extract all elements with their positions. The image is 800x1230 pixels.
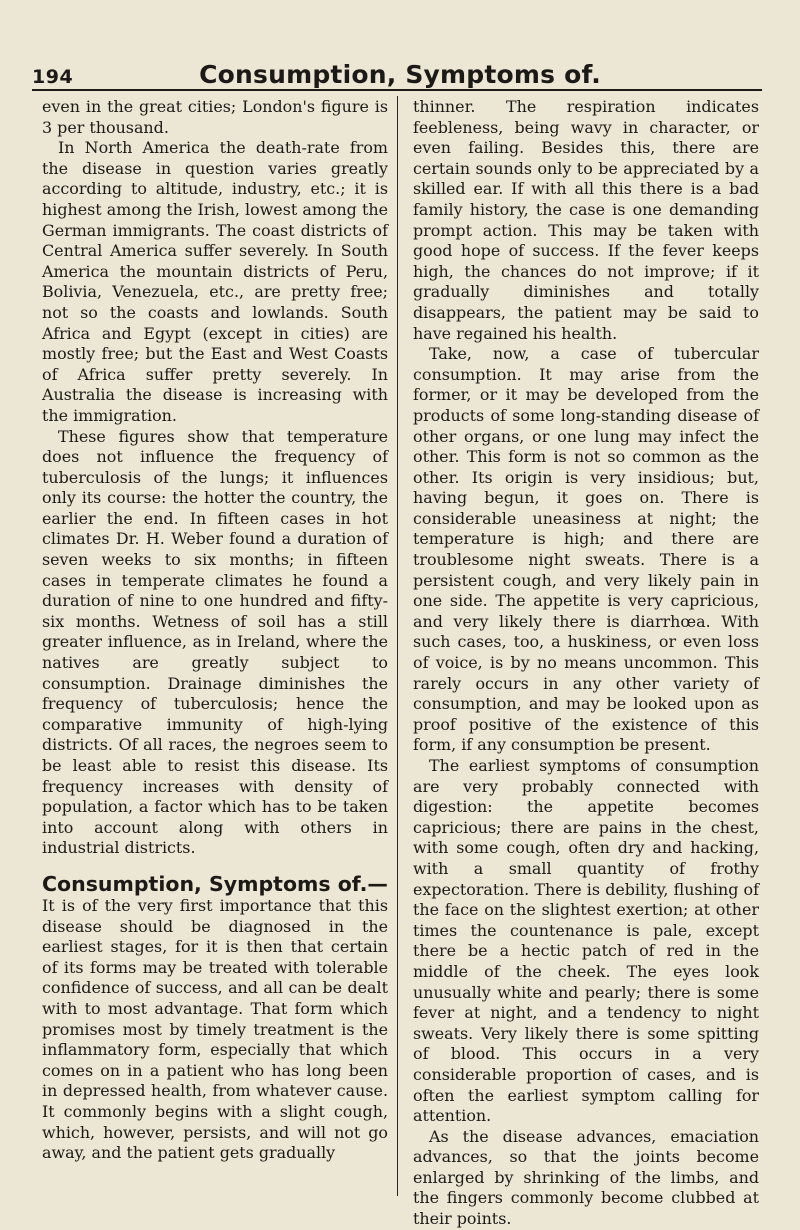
paragraph: Take, now, a case of tubercular consumption. It may arise from the former, or it may be developed from the products of some long-standing disease of other organs, or one lung may infect the other. This form is not so common as the other. Its origin is very insidious; but, having begun, it goes on. There is considerable uneasiness at night; the temperature is high; and there are troublesome night sweats. There is a persistent cough, and very likely pain in one side. The appetite is very capricious, and very likely there is diarrhœa. With such cases, too, a huskiness, or even loss of voice, is by no means uncommon. This rarely occurs in any other variety of consumption, and may be looked upon as proof positive of the existence of this form, if any consumption be present. [413, 344, 759, 755]
running-title: Consumption, Symptoms of. [199, 60, 601, 89]
paragraph: These figures show that temperature does not influence the frequency of tuberculosis of the lungs; it influences only its course: the hotter the country, the earlier the end. In fifteen cases in hot climates Dr. H. Weber found a duration of seven weeks to six months; in fifteen cases in temperate climates he found a duration of nine to one hundred and fifty-six months. Wetness of soil has a still greater influence, as in Ireland, where the natives are greatly subject to consumption. Drainage diminishes the frequency of tuberculosis; hence the comparative immunity of high-lying districts. Of all races, the negroes seem to be least able to resist this disease. Its frequency increases with density of population, a factor which has to be taken into account along with others in industrial districts. [42, 426, 388, 858]
left-column [42, 97, 388, 1197]
right-column [413, 97, 759, 1229]
column-divider [397, 96, 398, 1196]
header-rule [32, 89, 762, 91]
paragraph: even in the great cities; London's figure is 3 per thousand. [42, 97, 388, 137]
paragraph: thinner. The respiration indicates feebleness, being wavy in character, or even failing. Besides this, there are certain sounds only to be appreciated by a skilled ear. If with all this there is a bad family history, the case is one demanding prompt action. This may be taken with good hope of success. If the fever keeps high, the chances do not improve; if it gradually diminishes and totally disappears, the patient may be said to have regained his health. [413, 97, 759, 343]
paragraph: As the disease advances, emaciation advances, so that the joints become enlarged by shrinking of the limbs, and the fingers commonly become clubbed at their points. [413, 1126, 759, 1229]
page-header [0, 0, 800, 92]
paragraph: It is of the very first importance that this disease should be diagnosed in the earliest stages, for it is then that certain of its forms may be treated with tolerable confidence of success, and all can be dealt with to most advantage. That form which promises most by timely treatment is the inflammatory form, especially that which comes on in a patient who has long been in depressed health, from whatever cause. It commonly begins with a slight cough, which, however, persists, and will not go away, and the patient gets gradually [42, 895, 388, 1163]
paragraph: In North America the death-rate from the disease in question varies greatly according to altitude, industry, etc.; it is highest among the Irish, lowest among the German immigrants. The coast districts of Central America suffer severely. In South America the mountain districts of Peru, Bolivia, Venezuela, etc., are pretty free; not so the coasts and lowlands. South Africa and Egypt (except in cities) are mostly free; but the East and West Coasts of Africa suffer pretty severely. In Australia the disease is increasing with the immigration. [42, 138, 388, 425]
paragraph: The earliest symptoms of consumption are very probably connected with digestion: the appetite becomes capricious; there are pains in the chest, with some cough, often dry and hacking, with a small quantity of frothy expectoration. There is debility, flushing of the face on the slightest exertion; at other times the countenance is pale, except there be a hectic patch of red in the middle of the cheek. The eyes look unusually white and pearly; there is some fever at night, and a tendency to night sweats. Very likely there is some spitting of blood. This occurs in a very considerable proportion of cases, and is often the earliest symptom calling for attention. [413, 756, 759, 1126]
page-number: 194 [32, 66, 74, 88]
entry-heading: Consumption, Symptoms of.— [42, 871, 388, 896]
